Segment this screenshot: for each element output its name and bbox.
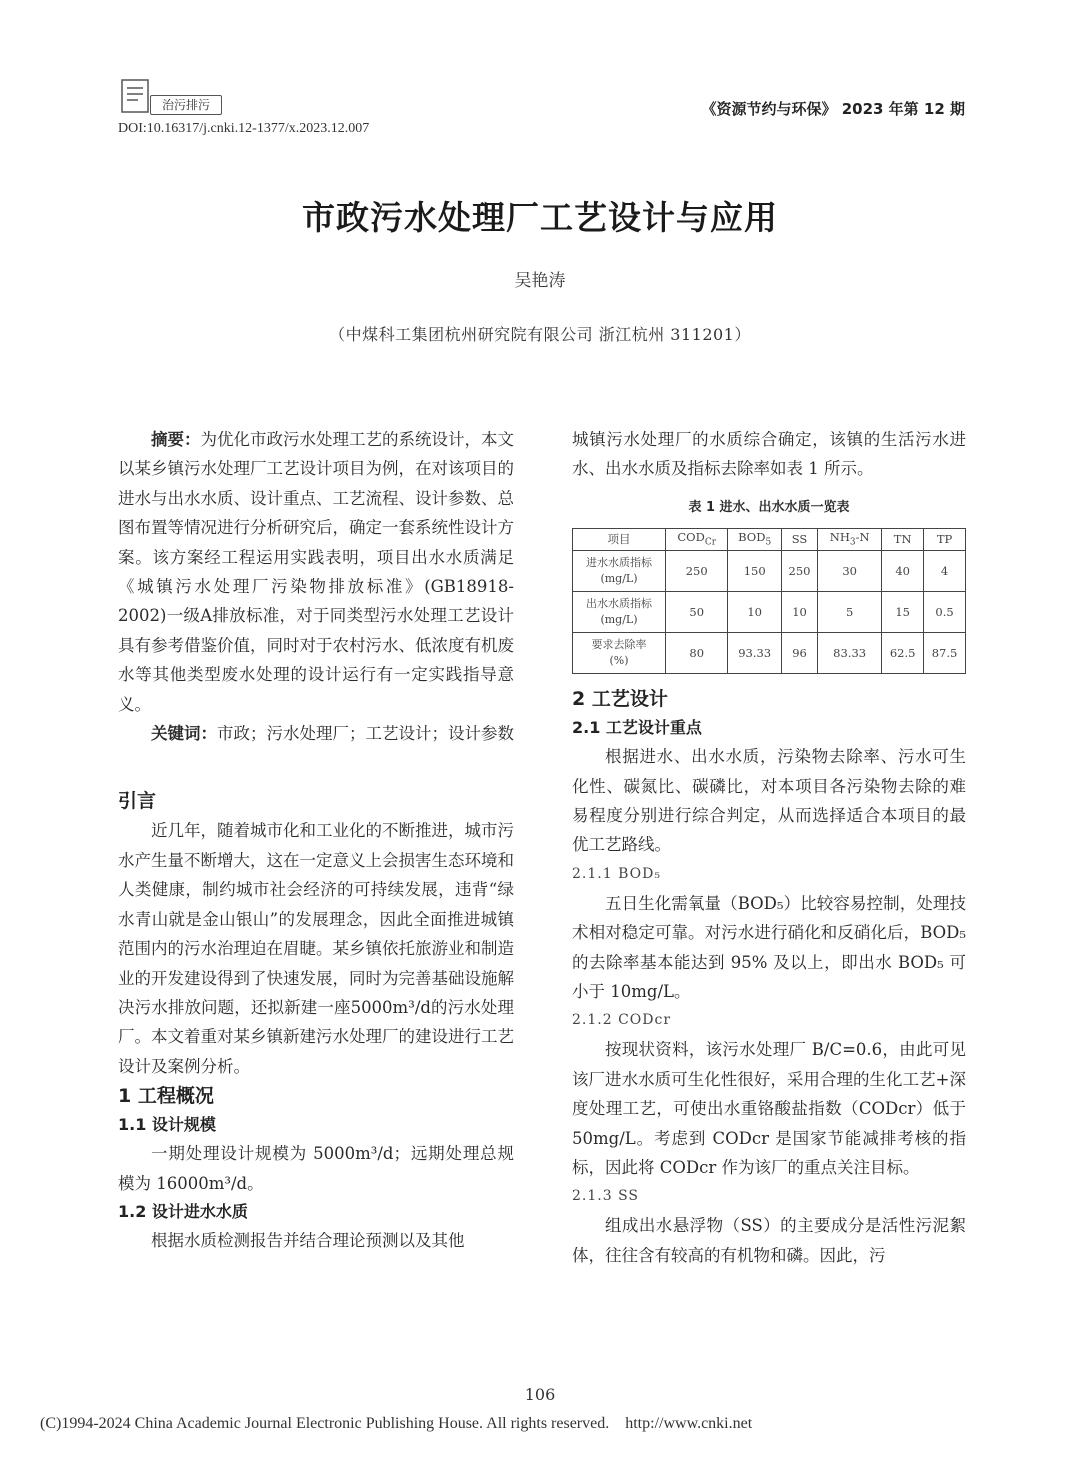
header-cell: $BOD_5$ (728, 528, 782, 550)
section-2-1-1-heading: 2.1.1 BOD₅ (572, 865, 661, 882)
abstract-text: 为优化市政污水处理工艺的系统设计，本文以某乡镇污水处理厂工艺设计项目为例，在对该项目的进水与出水水质、设计重点、工艺流程、设计参数、总图布置等情况进行分析研究后，确定一套系统性设计方案。该方案经工程运用实践表明，项目出水水质满足《城镇污水处理厂污染物排放标准》(GB18918-2002)一级A排放标准，对于同类型污水处理工艺设计具有参考借鉴价值，同时对于农村污水、低浓度有机废水等其他类型废水处理的设计运行有一定实践指导意义。 (118, 430, 514, 714)
intro-heading: 引言 (118, 790, 157, 813)
table-caption: 表 1 进水、出水水质一览表 (688, 499, 850, 515)
table-cell: 40 (882, 551, 924, 592)
row-label: 进水水质指标 (mg/L) (573, 551, 666, 592)
table-cell: 5 (818, 592, 882, 633)
copyright-line: (C)1994-2024 China Academic Journal Electronic Publishing House. All rights reserved. http://www.cnki.net (40, 1415, 753, 1432)
table-cell: 10 (728, 592, 782, 633)
table-cell: 4 (924, 551, 966, 592)
table-cell: 0.5 (924, 592, 966, 633)
section-2-heading: 2 工艺设计 (572, 688, 668, 711)
table-cell: 30 (818, 551, 882, 592)
header-cell: 项目 (573, 528, 666, 550)
table-cell: 10 (781, 592, 817, 633)
table-row (573, 551, 966, 592)
water-quality-table (572, 528, 966, 674)
table-cell: 62.5 (882, 633, 924, 674)
keywords (118, 719, 514, 748)
section-2-1-2-text: 按现状资料，该污水处理厂 B/C=0.6，由此可见该厂进水水质可生化性很好，采用合理的生化工艺+深度处理工艺，可使出水重铬酸盐指数（CODcr）低于 50mg/L。考虑到 CODcr 是国家节能减排考核的指标，因此将 CODcr 作为该厂的重点关注目标。 (572, 1040, 966, 1177)
table-cell: 93.33 (728, 633, 782, 674)
table-cell: 87.5 (924, 633, 966, 674)
section-2-1-1-text: 五日生化需氧量（BOD₅）比较容易控制，处理技术相对稳定可靠。对污水进行硝化和反硝化后，BOD₅的去除率基本能达到 95% 及以上，即出水 BOD₅ 可小于 10mg/L。 (572, 893, 966, 1001)
table-cell: 15 (882, 592, 924, 633)
keywords-text: 市政；污水处理厂；工艺设计；设计参数 (217, 724, 514, 744)
header-cell: TN (882, 528, 924, 550)
table-cell: 250 (781, 551, 817, 592)
table-cell: 150 (728, 551, 782, 592)
header-cell: $NH_3-N$ (818, 528, 882, 550)
header-cell: $COD_{Cr}$ (666, 528, 728, 550)
table-row (573, 633, 966, 674)
page-number: 106 (524, 1385, 556, 1404)
table-cell: 83.33 (818, 633, 882, 674)
section-1-heading: 1 工程概况 (118, 1085, 214, 1108)
keywords-label: 关键词： (151, 724, 217, 744)
affiliation: （中煤科工集团杭州研究院有限公司 浙江杭州 311201） (329, 325, 751, 344)
doi: DOI:10.16317/j.cnki.12-1377/x.2023.12.007 (118, 121, 370, 136)
section-2-1-heading: 2.1 工艺设计重点 (572, 718, 702, 738)
header-cell: SS (781, 528, 817, 550)
table-row (573, 592, 966, 633)
right-top-text: 城镇污水处理厂的水质综合确定，该镇的生活污水进水、出水水质及指标去除率如表 1 所示。 (572, 430, 966, 479)
section-2-1-2-heading: 2.1.2 CODcr (572, 1012, 672, 1029)
intro-text: 近几年，随着城市化和工业化的不断推进，城市污水产生量不断增大，这在一定意义上会损害生态环境和人类健康，制约城市社会经济的可持续发展，违背“绿水青山就是金山银山”的发展理念，因此全面推进城镇范围内的污水治理迫在眉睫。某乡镇依托旅游业和制造业的开发建设得到了快速发展，同时为完善基础设施解决污水排放问题，还拟新建一座5000m³/d的污水处理厂。本文着重对某乡镇新建污水处理厂的建设进行工艺设计及案例分析。 (118, 821, 514, 1076)
section-2-1-3-text: 组成出水悬浮物（SS）的主要成分是活性污泥絮体，往往含有较高的有机物和磷。因此，污 (572, 1216, 966, 1265)
paper-title: 市政污水处理厂工艺设计与应用 (302, 198, 778, 237)
section-1-2-text: 根据水质检测报告并结合理论预测以及其他 (151, 1230, 465, 1250)
section-1-1-text: 一期处理设计规模为 5000m³/d；远期处理总规模为 16000m³/d。 (118, 1144, 514, 1193)
abstract (118, 425, 514, 719)
left-column (118, 425, 514, 1255)
row-label: 出水水质指标 (mg/L) (573, 592, 666, 633)
author: 吴艳涛 (514, 271, 566, 291)
table-header-row (573, 528, 966, 550)
section-1-2-heading: 1.2 设计进水水质 (118, 1201, 248, 1221)
table-cell: 250 (666, 551, 728, 592)
table-cell: 96 (781, 633, 817, 674)
row-label: 要求去除率 (%) (573, 633, 666, 674)
table-cell: 50 (666, 592, 728, 633)
abstract-label: 摘要： (151, 430, 201, 449)
section-2-1-text: 根据进水、出水水质，污染物去除率、污水可生化性、碳氮比、碳磷比，对本项目各污染物去除的难易程度分别进行综合判定，从而选择适合本项目的最优工艺路线。 (572, 747, 966, 855)
section-1-1-heading: 1.1 设计规模 (118, 1115, 216, 1135)
section-badge: 治污排污 (150, 95, 222, 115)
header-cell: TP (924, 528, 966, 550)
journal-issue: 《资源节约与环保》 2023 年第 12 期 (701, 100, 965, 118)
table-cell: 80 (666, 633, 728, 674)
section-2-1-3-heading: 2.1.3 SS (572, 1188, 640, 1205)
right-column (572, 425, 966, 1270)
